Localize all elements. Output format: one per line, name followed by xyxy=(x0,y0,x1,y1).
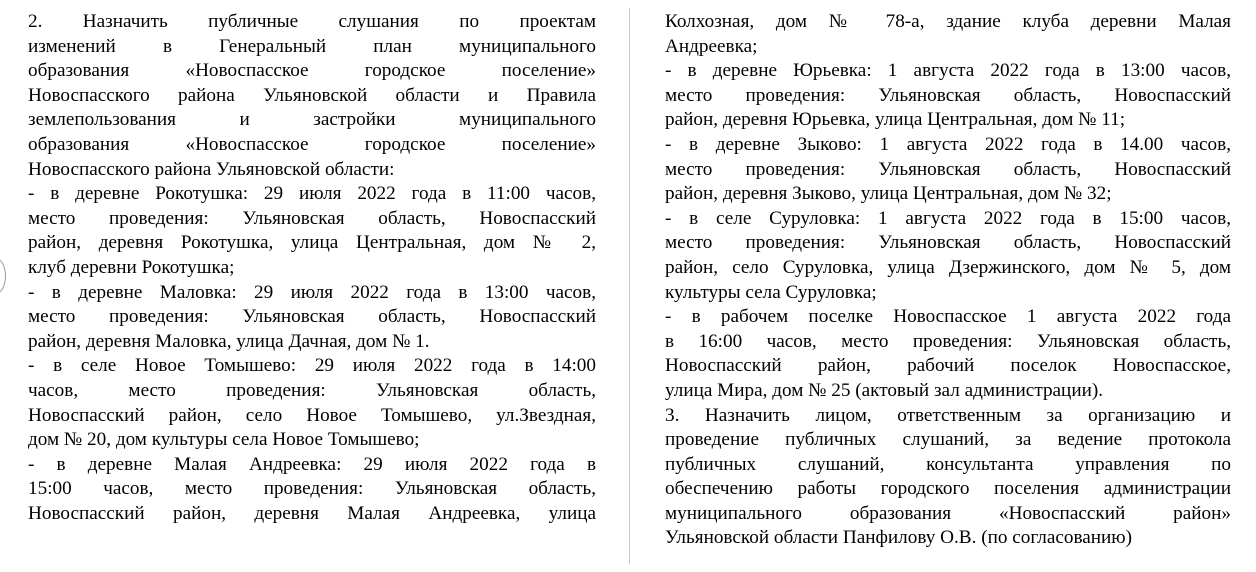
text-line: образования «Новоспасское городское поселение» xyxy=(28,60,596,82)
text-line: место проведения: Ульяновская область, Новоспасский xyxy=(665,158,1231,180)
text-line: Андреевка; xyxy=(665,35,758,57)
text-line: Новоспасского района Ульяновской области: xyxy=(28,158,395,180)
text-line: 3. Назначить лицом, ответственным за организацию и xyxy=(665,404,1231,426)
text-line: - в деревне Малая Андреевка: 29 июля 2022 года в xyxy=(28,453,596,475)
text-line: обеспечению работы городского поселения администрации xyxy=(665,478,1231,500)
right-text-column xyxy=(665,10,1231,551)
text-line: Новоспасский район, село Новое Томышево, ул.Звездная, xyxy=(28,404,596,426)
text-line: - в рабочем поселке Новоспасское 1 августа 2022 года xyxy=(665,306,1231,328)
text-line: район, деревня Маловка, улица Дачная, дом № 1. xyxy=(28,330,430,352)
text-line: образования «Новоспасское городское поселение» xyxy=(28,133,596,155)
column-divider xyxy=(629,8,630,564)
text-line: район, село Суруловка, улица Дзержинского, дом № 5, дом xyxy=(665,256,1231,278)
text-line: 15:00 часов, место проведения: Ульяновская область, xyxy=(28,478,596,500)
text-line: Ульяновской области Панфилову О.В. (по согласованию) xyxy=(665,527,1133,549)
text-line: - в селе Новое Томышево: 29 июля 2022 года в 14:00 xyxy=(28,355,596,377)
text-line: изменений в Генеральный план муниципального xyxy=(28,35,596,57)
text-line: часов, место проведения: Ульяновская область, xyxy=(28,379,596,401)
text-line: район, деревня Рокотушка, улица Центральная, дом № 2, xyxy=(28,232,596,254)
text-line: место проведения: Ульяновская область, Новоспасский xyxy=(665,84,1231,106)
text-line: в 16:00 часов, место проведения: Ульяновская область, xyxy=(665,330,1231,352)
text-line: место проведения: Ульяновская область, Новоспасский xyxy=(28,207,596,229)
text-line: Новоспасский район, деревня Малая Андреевка, улица xyxy=(28,502,596,524)
text-line: улица Мира, дом № 25 (актовый зал администрации). xyxy=(665,379,1104,401)
text-line: - в селе Суруловка: 1 августа 2022 года в 15:00 часов, xyxy=(665,207,1231,229)
text-line: - в деревне Юрьевка: 1 августа 2022 года в 13:00 часов, xyxy=(665,60,1231,82)
text-line: культуры села Суруловка; xyxy=(665,281,877,303)
text-line: место проведения: Ульяновская область, Новоспасский xyxy=(28,306,596,328)
left-text-column xyxy=(28,10,596,526)
text-line: муниципального образования «Новоспасский район» xyxy=(665,502,1231,524)
text-line: место проведения: Ульяновская область, Новоспасский xyxy=(665,232,1231,254)
text-line: проведение публичных слушаний, за ведение протокола xyxy=(665,429,1231,451)
text-line: район, деревня Зыково, улица Центральная, дом № 32; xyxy=(665,183,1112,205)
text-line: Новоспасского района Ульяновской области и Правила xyxy=(28,84,596,106)
text-line: район, деревня Юрьевка, улица Центральная, дом № 11; xyxy=(665,109,1126,131)
text-line: - в деревне Зыково: 1 августа 2022 года в 14.00 часов, xyxy=(665,133,1231,155)
text-line: 2. Назначить публичные слушания по проектам xyxy=(28,11,596,32)
text-line: клуб деревни Рокотушка; xyxy=(28,256,235,278)
text-line: дом № 20, дом культуры села Новое Томышево; xyxy=(28,429,420,451)
text-line: Колхозная, дом № 78-а, здание клуба деревни Малая xyxy=(665,11,1231,32)
text-line: - в деревне Маловка: 29 июля 2022 года в 13:00 часов, xyxy=(28,281,596,303)
text-line: землепользования и застройки муниципального xyxy=(28,109,596,131)
text-line: - в деревне Рокотушка: 29 июля 2022 года в 11:00 часов, xyxy=(28,183,596,205)
text-line: публичных слушаний, консультанта управления по xyxy=(665,453,1231,475)
page-edge-mark xyxy=(0,258,6,294)
text-line: Новоспасский район, рабочий поселок Новоспасское, xyxy=(665,355,1231,377)
